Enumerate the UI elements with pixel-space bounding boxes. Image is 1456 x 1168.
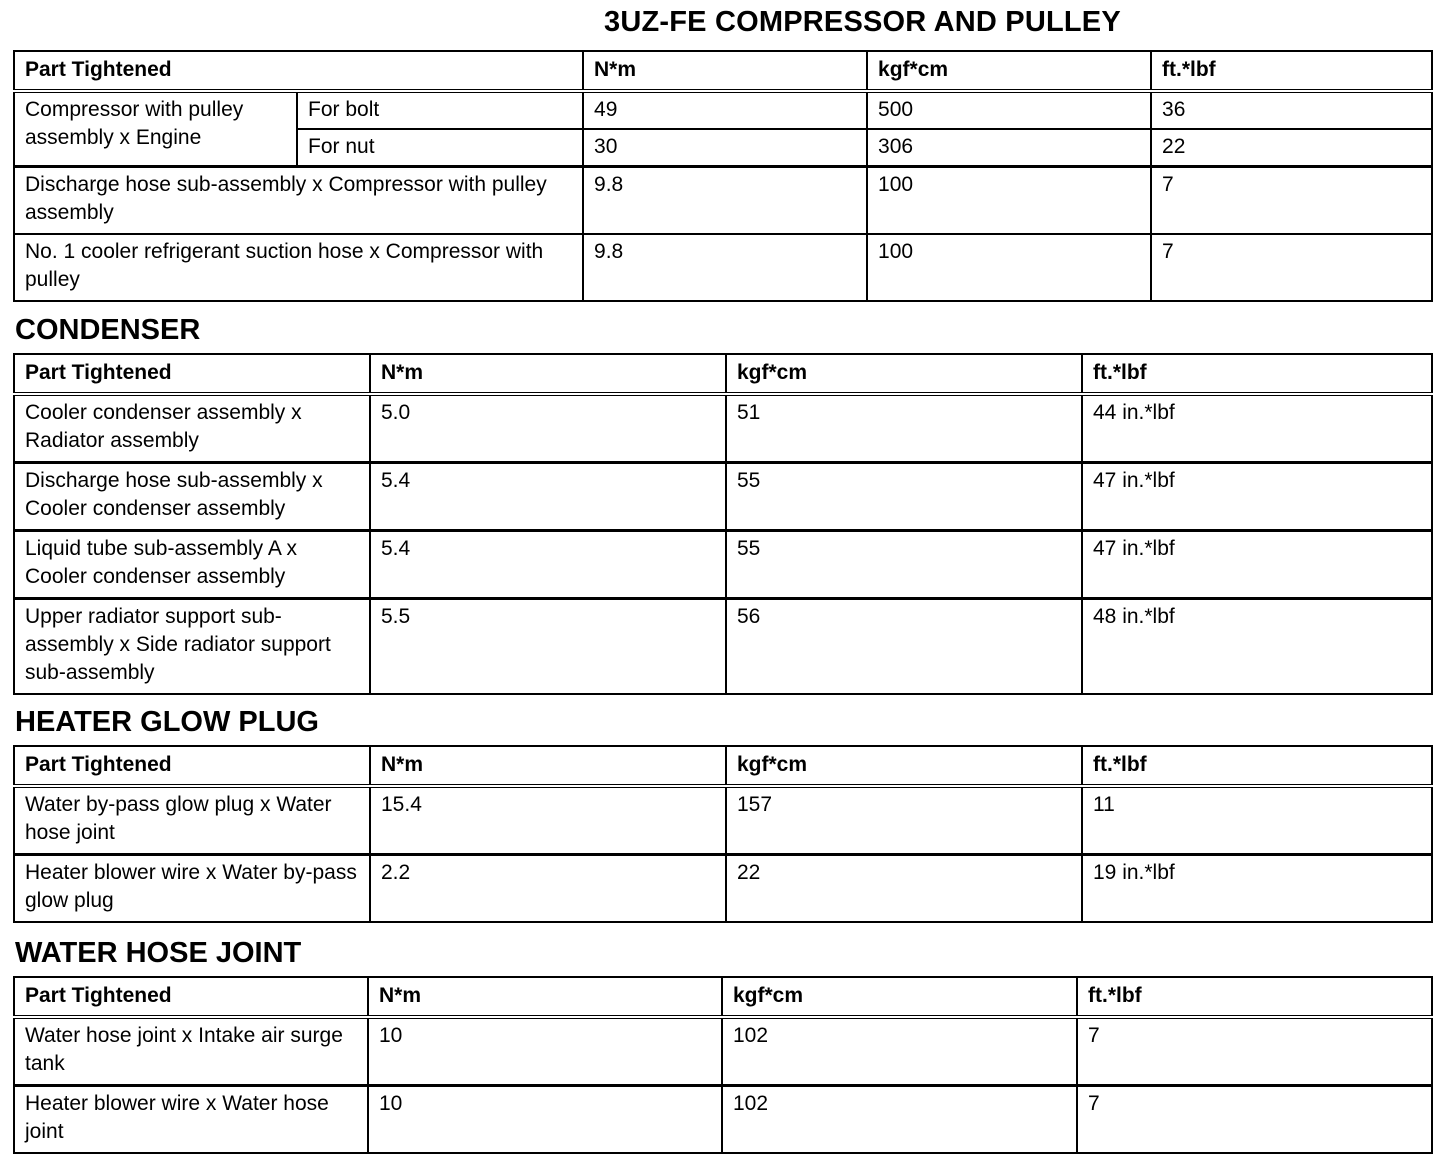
nm-cell: 5.4 [370, 531, 726, 599]
kgfcm-cell: 51 [726, 394, 1082, 463]
nm-cell: 10 [368, 1086, 722, 1154]
table-header-row [14, 51, 1432, 91]
nm-cell: 9.8 [583, 167, 867, 235]
table-row [14, 599, 1432, 695]
nm-cell: 2.2 [370, 855, 726, 923]
part-cell: Water by-pass glow plug x Water hose joint [14, 786, 370, 855]
ftlbf-cell: 48 in.*lbf [1082, 599, 1432, 695]
part-cell: Heater blower wire x Water by-pass glow plug [14, 855, 370, 923]
kgfcm-cell: 500 [867, 91, 1151, 129]
compressor-torque-table [13, 50, 1433, 302]
water-hose-joint-torque-table [13, 976, 1433, 1154]
table-row [14, 234, 1432, 301]
sub-part-cell: For bolt [297, 91, 583, 129]
table-row [14, 855, 1432, 923]
heater-glow-plug-torque-table [13, 745, 1433, 923]
ftlbf-cell: 44 in.*lbf [1082, 394, 1432, 463]
part-cell: Heater blower wire x Water hose joint [14, 1086, 368, 1154]
part-cell: Upper radiator support sub-assembly x Side radiator support sub-assembly [14, 599, 370, 695]
kgfcm-cell: 100 [867, 234, 1151, 301]
table-header-row [14, 977, 1432, 1017]
kgfcm-cell: 55 [726, 463, 1082, 531]
nm-cell: 30 [583, 129, 867, 167]
section-title-water-hose-joint: WATER HOSE JOINT [15, 937, 302, 969]
nm-cell: 5.0 [370, 394, 726, 463]
table-row [14, 786, 1432, 855]
header-nm: N*m [583, 51, 867, 91]
kgfcm-cell: 157 [726, 786, 1082, 855]
nm-cell: 49 [583, 91, 867, 129]
table-row [14, 1086, 1432, 1154]
table-row [14, 91, 1432, 129]
kgfcm-cell: 100 [867, 167, 1151, 235]
ftlbf-cell: 36 [1151, 91, 1432, 129]
part-cell: No. 1 cooler refrigerant suction hose x Compressor with pulley [14, 234, 583, 301]
part-cell: Water hose joint x Intake air surge tank [14, 1017, 368, 1086]
table-row [14, 167, 1432, 235]
table-row [14, 1017, 1432, 1086]
header-ftlbf: ft.*lbf [1082, 746, 1432, 786]
header-ftlbf: ft.*lbf [1151, 51, 1432, 91]
sub-part-cell: For nut [297, 129, 583, 167]
kgfcm-cell: 55 [726, 531, 1082, 599]
header-ftlbf: ft.*lbf [1077, 977, 1432, 1017]
section-title-condenser: CONDENSER [15, 314, 201, 346]
table-header-row [14, 354, 1432, 394]
header-part-tightened: Part Tightened [14, 977, 368, 1017]
kgfcm-cell: 56 [726, 599, 1082, 695]
part-cell: Compressor with pulley assembly x Engine [14, 91, 297, 167]
nm-cell: 10 [368, 1017, 722, 1086]
nm-cell: 15.4 [370, 786, 726, 855]
header-kgfcm: kgf*cm [726, 354, 1082, 394]
header-part-tightened: Part Tightened [14, 354, 370, 394]
part-cell: Discharge hose sub-assembly x Cooler condenser assembly [14, 463, 370, 531]
kgfcm-cell: 22 [726, 855, 1082, 923]
section-title-heater-glow-plug: HEATER GLOW PLUG [15, 706, 319, 738]
header-kgfcm: kgf*cm [867, 51, 1151, 91]
kgfcm-cell: 306 [867, 129, 1151, 167]
ftlbf-cell: 7 [1077, 1017, 1432, 1086]
header-nm: N*m [370, 746, 726, 786]
header-kgfcm: kgf*cm [726, 746, 1082, 786]
header-ftlbf: ft.*lbf [1082, 354, 1432, 394]
table-row [14, 463, 1432, 531]
ftlbf-cell: 47 in.*lbf [1082, 463, 1432, 531]
nm-cell: 9.8 [583, 234, 867, 301]
table-row [14, 394, 1432, 463]
header-nm: N*m [370, 354, 726, 394]
ftlbf-cell: 22 [1151, 129, 1432, 167]
header-part-tightened: Part Tightened [14, 51, 583, 91]
part-cell: Cooler condenser assembly x Radiator assembly [14, 394, 370, 463]
kgfcm-cell: 102 [722, 1086, 1077, 1154]
ftlbf-cell: 7 [1077, 1086, 1432, 1154]
ftlbf-cell: 7 [1151, 167, 1432, 235]
page-title: 3UZ-FE COMPRESSOR AND PULLEY [604, 6, 1121, 38]
part-cell: Liquid tube sub-assembly A x Cooler condenser assembly [14, 531, 370, 599]
ftlbf-cell: 7 [1151, 234, 1432, 301]
nm-cell: 5.4 [370, 463, 726, 531]
table-row [14, 531, 1432, 599]
header-kgfcm: kgf*cm [722, 977, 1077, 1017]
table-header-row [14, 746, 1432, 786]
part-cell: Discharge hose sub-assembly x Compressor with pulley assembly [14, 167, 583, 235]
ftlbf-cell: 47 in.*lbf [1082, 531, 1432, 599]
nm-cell: 5.5 [370, 599, 726, 695]
condenser-torque-table [13, 353, 1433, 695]
ftlbf-cell: 11 [1082, 786, 1432, 855]
kgfcm-cell: 102 [722, 1017, 1077, 1086]
header-part-tightened: Part Tightened [14, 746, 370, 786]
ftlbf-cell: 19 in.*lbf [1082, 855, 1432, 923]
header-nm: N*m [368, 977, 722, 1017]
